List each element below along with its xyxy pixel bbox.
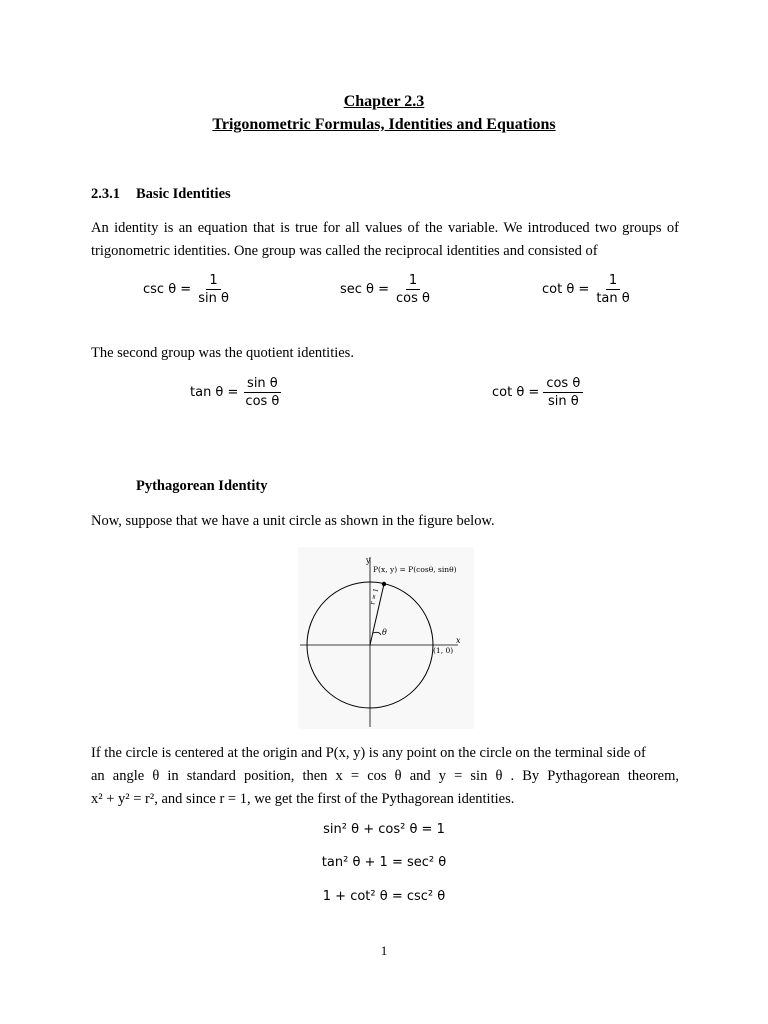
pythagorean-identity-2: tan² θ + 1 = sec² θ <box>321 855 447 870</box>
radius-label: r = 1 <box>368 587 381 606</box>
fraction-denominator: cos θ <box>396 291 430 306</box>
equation-lhs: tan θ = <box>190 385 239 400</box>
point-p <box>382 582 386 586</box>
chapter-title: Trigonometric Formulas, Identities and Equations <box>212 116 556 133</box>
quotient-identity-cot <box>492 376 583 409</box>
reciprocal-identity-sec <box>340 273 433 306</box>
reciprocal-identity-csc <box>143 273 232 306</box>
unit-circle-figure <box>298 547 474 729</box>
equation-lhs: cot θ = <box>492 385 540 400</box>
equation-lhs: cot θ = <box>542 282 590 297</box>
fraction-numerator: 1 <box>206 273 220 290</box>
pythagorean-identity-3: 1 + cot² θ = csc² θ <box>322 889 446 904</box>
fraction-denominator: sin θ <box>198 291 229 306</box>
fraction-denominator: sin θ <box>547 394 579 409</box>
chapter-number: Chapter 2.3 <box>343 93 425 110</box>
body-line-1: If the circle is centered at the origin and P(x, y) is any point on the circle on the terminal side of <box>91 745 646 761</box>
pythagorean-intro: Now, suppose that we have a unit circle as shown in the figure below. <box>91 513 495 529</box>
body-line-3: x² + y² = r², and since r = 1, we get the first of the Pythagorean identities. <box>91 791 515 807</box>
quotient-identity-tan <box>190 376 282 409</box>
body-line-2: an angle θ in standard position, then x = cos θ and y = sin θ . By Pythagorean theorem, <box>91 768 679 784</box>
reciprocal-identity-cot <box>542 273 633 306</box>
equation-lhs: sec θ = <box>340 282 390 297</box>
y-axis-label: y <box>366 556 371 565</box>
unit-circle-diagram <box>298 547 474 729</box>
section-number: 2.3.1 <box>91 186 120 202</box>
intro-paragraph: An identity is an equation that is true for all values of the variable. We introduced two groups of trigonometric identities. One group was called the reciprocal identities and consisted of <box>91 220 679 259</box>
fraction-numerator: sin θ <box>244 376 281 393</box>
fraction-numerator: 1 <box>406 273 420 290</box>
fraction-denominator: tan θ <box>596 291 630 306</box>
pythagorean-identity-1: sin² θ + cos² θ = 1 <box>323 822 445 837</box>
equation-lhs: csc θ = <box>143 282 192 297</box>
pythagorean-heading: Pythagorean Identity <box>136 478 268 494</box>
theta-label: θ <box>382 628 387 637</box>
point-label: P(x, y) = P(cosθ, sinθ) <box>373 565 457 574</box>
page-number: 1 <box>380 943 388 958</box>
angle-arc <box>373 632 381 635</box>
x-axis-label: x <box>456 636 461 645</box>
fraction-numerator: cos θ <box>543 376 583 393</box>
point-one-zero-label: (1, 0) <box>433 646 454 655</box>
fraction-numerator: 1 <box>606 273 620 290</box>
fraction-denominator: cos θ <box>245 394 280 409</box>
quotient-intro: The second group was the quotient identities. <box>91 345 354 361</box>
section-title: Basic Identities <box>136 186 231 202</box>
